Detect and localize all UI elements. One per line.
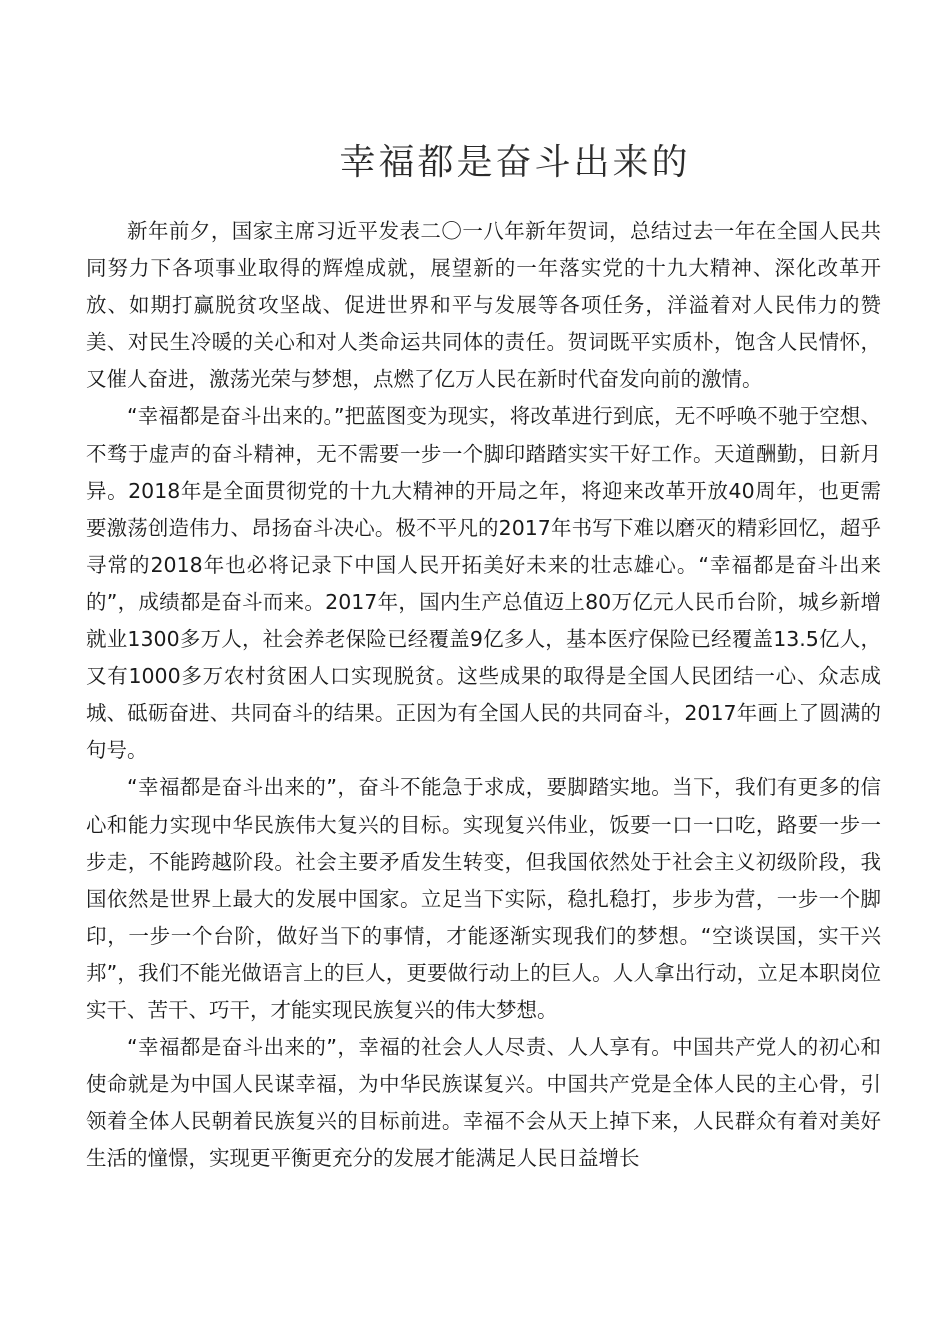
article-body bbox=[86, 213, 881, 1177]
page-title: 幸福都是奋斗出来的 bbox=[339, 142, 691, 183]
paragraph-1: 新年前夕，国家主席习近平发表二〇一八年新年贺词，总结过去一年在全国人民共同努力下各项事业取得的辉煌成就，展望新的一年落实党的十九大精神、深化改革开放、如期打赢脱贫攻坚战、促进世界和平与发展等各项任务，洋溢着对人民伟力的赞美、对民生冷暖的关心和对人类命运共同体的责任。贺词既平实质朴，饱含人民情怀，又催人奋进，激荡光荣与梦想，点燃了亿万人民在新时代奋发向前的激情。 bbox=[86, 219, 881, 392]
paragraph-4: “幸福都是奋斗出来的”，幸福的社会人人尽责、人人享有。中国共产党人的初心和使命就是为中国人民谋幸福，为中华民族谋复兴。中国共产党是全体人民的主心骨，引领着全体人民朝着民族复兴的目标前进。幸福不会从天上掉下来，人民群众有着对美好生活的憧憬，实现更平衡更充分的发展才能满足人民日益增长 bbox=[86, 1035, 881, 1171]
paragraph-3: “幸福都是奋斗出来的”，奋斗不能急于求成，要脚踏实地。当下，我们有更多的信心和能力实现中华民族伟大复兴的目标。实现复兴伟业，饭要一口一口吃，路要一步一步走，不能跨越阶段。社会主要矛盾发生转变，但我国依然处于社会主义初级阶段，我国依然是世界上最大的发展中国家。立足当下实际，稳扎稳打，步步为营，一步一个脚印，一步一个台阶，做好当下的事情，才能逐渐实现我们的梦想。“空谈误国，实干兴邦”，我们不能光做语言上的巨人，更要做行动上的巨人。人人拿出行动，立足本职岗位实干、苦干、巧干，才能实现民族复兴的伟大梦想。 bbox=[86, 775, 881, 1022]
paragraph-2: “幸福都是奋斗出来的。”把蓝图变为现实，将改革进行到底，无不呼唤不驰于空想、不骛于虚声的奋斗精神，无不需要一步一个脚印踏踏实实干好工作。天道酬勤，日新月异。2018年是全面贯彻党的十九大精神的开局之年，将迎来改革开放40周年，也更需要激荡创造伟力、昂扬奋斗决心。极不平凡的2017年书写下难以磨灭的精彩回忆，超乎寻常的2018年也必将记录下中国人民开拓美好未来的壮志雄心。“幸福都是奋斗出来的”，成绩都是奋斗而来。2017年，国内生产总值迈上80万亿元人民币台阶，城乡新增就业1300多万人，社会养老保险已经覆盖9亿多人，基本医疗保险已经覆盖13.5亿人，又有1000多万农村贫困人口实现脱贫。这些成果的取得是全国人民团结一心、众志成城、砥砺奋进、共同奋斗的结果。正因为有全国人民的共同奋斗，2017年画上了圆满的句号。 bbox=[86, 404, 881, 763]
